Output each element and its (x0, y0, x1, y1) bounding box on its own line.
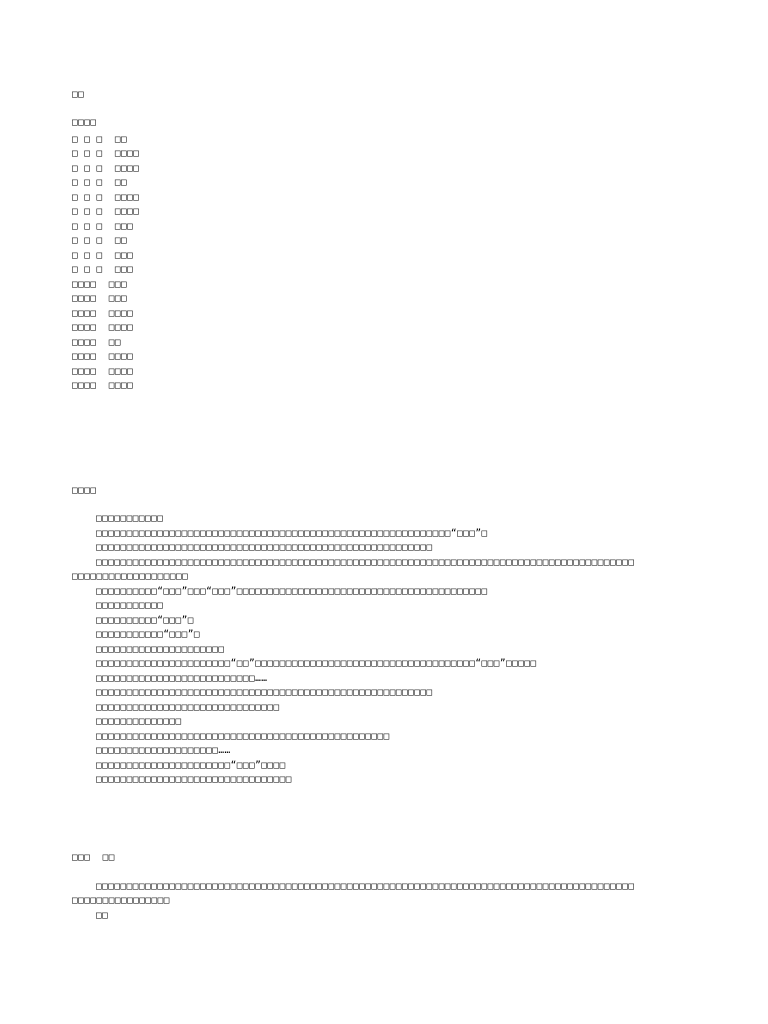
paragraph-line: □□□□□□□□□□□□□□□□□□□□□□□□□□□□□□□□□□□□□□□□□□□□□□□□□□□□□□□□□□□□□□□□□□□□□□□□□□□□□□□□□□□□□□□□ (96, 881, 635, 892)
toc-row: □ □ □ □□ (72, 134, 128, 145)
toc-row: □□□□ □□□□ (72, 380, 134, 391)
toc-row: □ □ □ □□□ (72, 264, 134, 275)
toc-row: □ □ □ □□□ (72, 221, 134, 232)
toc-row: □□□□ □□□ (72, 293, 128, 304)
paragraph-line: □□□□□□□□□□□□□□□□□□□□□□“□□”□□□□□□□□□□□□□□□□□□□□□□□□□□□□□□□□□□□□“□□□”□□□□□ (96, 658, 537, 669)
paragraph-line: □□□□□□□□□□□□□□□□□□□□□□□□□□□□□□□□ (96, 774, 292, 785)
toc-row: □□□□ □□□□ (72, 351, 134, 362)
toc-row: □ □ □ □□□ (72, 250, 134, 261)
paragraph-line: □□□□□□□□□□□□□□□□□□□□□□□□□□□□□□□□□□□□□□□□□□□□□□□□ (96, 731, 390, 742)
section-title: □□□ □□ (72, 852, 115, 863)
paragraph-line: □□□□□□□□□□□ (96, 513, 164, 524)
paragraph-line: □□□□□□□□□□“□□□”□ (96, 615, 194, 626)
paragraph-line: □□□□□□□□□□□□□□□□□□□ (72, 571, 189, 582)
section-title: □□□□ (72, 485, 97, 496)
toc-row: □□□□ □□ (72, 337, 121, 348)
toc-row: □ □ □ □□□□ (72, 206, 140, 217)
toc-row: □□□□ □□□□ (72, 322, 134, 333)
paragraph-line: □□□□□□□□□□□□□□□□ (72, 895, 170, 906)
toc-row: □□□□ □□□□ (72, 366, 134, 377)
paragraph-line: □□□□□□□□□□□“□□□”□ (96, 629, 201, 640)
toc-row: □ □ □ □□ (72, 177, 128, 188)
toc-row: □ □ □ □□□□ (72, 192, 140, 203)
paragraph-line: □□ (96, 910, 109, 921)
paragraph-line: □□□□□□□□□□□□□□□□□□□□□□□□□□□□□□ (96, 702, 280, 713)
paragraph-line: □□□□□□□□□□“□□□”□□□“□□□”□□□□□□□□□□□□□□□□□□□□□□□□□□□□□□□□□□□□□□□□□ (96, 586, 488, 597)
paragraph-line: □□□□□□□□□□□□□□□□□□□□□ (96, 644, 225, 655)
toc-row: □□□□ □□□□ (72, 308, 134, 319)
toc-row: □□□□ □□□ (72, 279, 128, 290)
paragraph-line: □□□□□□□□□□□□□□□□□□□□□□□□□□□□□□□□□□□□□□□□□□□□□□□□□□□□□□□□□□“□□□”□ (96, 528, 488, 539)
paragraph-line: □□□□□□□□□□□□□□□□□□□□□□□□□□□□□□□□□□□□□□□□□□□□□□□□□□□□□□□ (96, 687, 433, 698)
toc-row: □ □ □ □□□□ (72, 163, 140, 174)
paragraph-line: □□□□□□□□□□□□□□□□□□□□□□“□□□”□□□□ (96, 760, 286, 771)
paragraph-line: □□□□□□□□□□□□□□□□□□□□□□□□□□…… (96, 673, 268, 684)
toc-row: □ □ □ □□□□ (72, 148, 140, 159)
toc-row: □ □ □ □□ (72, 235, 128, 246)
paragraph-line: □□□□□□□□□□□ (96, 600, 164, 611)
paragraph-line: □□□□□□□□□□□□□□□□□□□□□□□□□□□□□□□□□□□□□□□□□□□□□□□□□□□□□□□□□□□□□□□□□□□□□□□□□□□□□□□□□□□□□□□□ (96, 557, 635, 568)
paragraph-line: □□□□□□□□□□□□□□□□□□□□…… (96, 745, 231, 756)
page-heading: □□ (72, 89, 85, 100)
toc-title: □□□□ (72, 117, 97, 128)
paragraph-line: □□□□□□□□□□□□□□□□□□□□□□□□□□□□□□□□□□□□□□□□□□□□□□□□□□□□□□□ (96, 542, 433, 553)
paragraph-line: □□□□□□□□□□□□□□ (96, 716, 182, 727)
